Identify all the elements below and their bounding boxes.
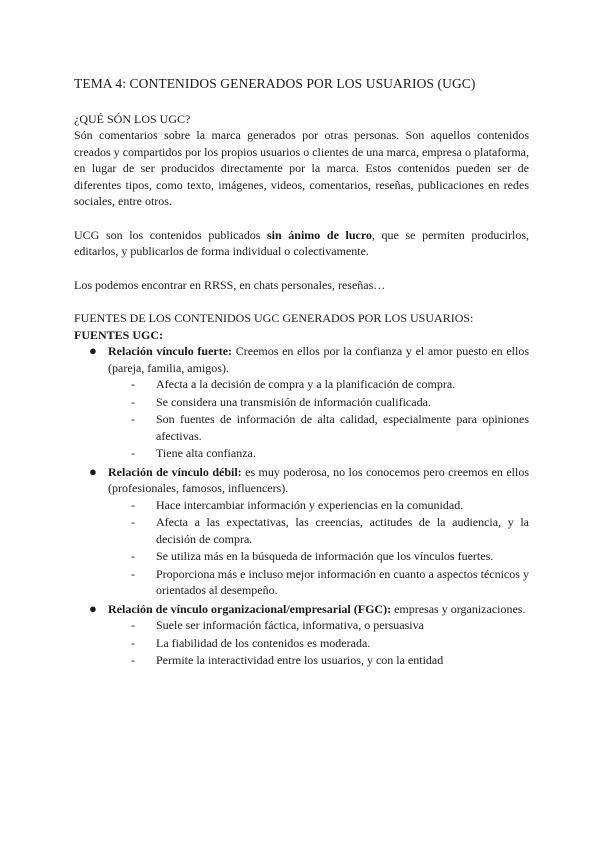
source-detail-item [131,445,529,462]
bullet-icon: ● [89,463,97,479]
dash-icon: - [131,653,135,667]
section-heading: FUENTES DE LOS CONTENIDOS UGC GENERADOS POR LOS USUARIOS: [74,311,474,325]
source-detail-item [131,514,529,547]
paragraph-text: , que se permiten producirlos, editarlos, y publicarlos de forma individual o colectivamente. [74,227,529,258]
source-detail-list [108,376,529,462]
dash-icon: - [131,446,135,460]
dash-icon: - [131,566,135,581]
section-sources [74,310,529,669]
bullet-icon: ● [89,600,97,616]
dash-icon: - [131,377,135,391]
source-label: Relación vínculo fuerte: [108,344,233,358]
source-detail-list [108,617,529,669]
where-found-paragraph: Los podemos encontrar en RRSS, en chats personales, reseñas… [74,277,386,292]
source-detail-list [108,497,529,599]
document-title: TEMA 4: CONTENIDOS GENERADOS POR LOS USUARIOS (UGC) [74,76,476,91]
nonprofit-paragraph [74,227,529,260]
document-page [74,76,529,671]
source-detail-item [131,394,529,411]
dash-icon: - [131,515,135,529]
dash-icon: - [131,635,135,650]
section-heading: ¿QUÉ SÓN LOS UGC? [74,111,191,126]
source-detail-text: Permite la interactividad entre los usuarios, y con la entidad [156,653,444,667]
source-detail-item [131,497,529,514]
dash-icon: - [131,549,135,563]
definition-paragraph: Són comentarios sobre la marca generados por otras personas. Son aquellos contenidos creados y compartidos por los propios usuarios o clientes de una marca, empresa o plataforma, en lugar de ser producidos directamente por la marca. Estos contenidos pueden ser de diferentes tipos, como texto, imágenes, videos, comentarios, reseñas, publicaciones en redes sociales, entre otros. [74,128,529,208]
dash-icon: - [131,412,135,426]
source-detail-text: Se considera una transmisión de información cualificada. [156,394,431,409]
source-item [89,463,529,599]
bold-phrase: sin ánimo de lucro [267,227,372,242]
dash-icon: - [131,497,135,512]
source-detail-text: Proporciona más e incluso mejor información en cuanto a aspectos técnicos y orientados al desempeño. [156,566,529,597]
bullet-icon: ● [89,343,97,358]
source-detail-text: Suele ser información fáctica, informativa, o persuasiva [156,618,424,632]
source-detail-text: La fiabilidad de los contenidos es moderada. [156,635,371,650]
section-what-are-ugc [74,111,529,210]
source-item [89,343,529,462]
section-subheading: FUENTES UGC: [74,327,164,342]
dash-icon: - [131,618,135,632]
source-detail-text: Son fuentes de información de alta calidad, especialmente para opiniones afectivas. [156,412,529,443]
source-label: Relación de vínculo débil: [108,464,242,479]
source-detail-item [131,548,529,565]
source-label: Relación de vínculo organizacional/empresarial (FGC): [108,601,392,616]
source-detail-item [131,652,529,669]
dash-icon: - [131,394,135,409]
source-detail-text: Afecta a las expectativas, las creencias, actitudes de la audiencia, y la decisión de compra. [156,515,529,546]
source-detail-item [131,411,529,444]
source-detail-text: Tiene alta confianza. [156,446,256,460]
source-description: Creemos en ellos por la confianza y el amor puesto en ellos (pareja, familia, amigos). [108,344,529,375]
source-detail-item [131,376,529,393]
source-detail-item [131,617,529,634]
source-detail-item [131,566,529,599]
sources-list [74,343,529,669]
source-description: empresas y organizaciones. [391,601,526,616]
source-detail-text: Hace intercambiar información y experiencias en la comunidad. [156,497,464,512]
source-detail-text: Afecta a la decisión de compra y a la planificación de compra. [156,377,456,391]
source-item [89,600,529,669]
source-description: es muy poderosa, no los conocemos pero creemos en ellos (profesionales, famosos, influencers). [108,464,529,495]
source-detail-item [131,635,529,652]
paragraph-text: UCG son los contenidos publicados [74,227,268,242]
source-detail-text: Se utiliza más en la búsqueda de información que los vínculos fuertes. [156,549,494,563]
